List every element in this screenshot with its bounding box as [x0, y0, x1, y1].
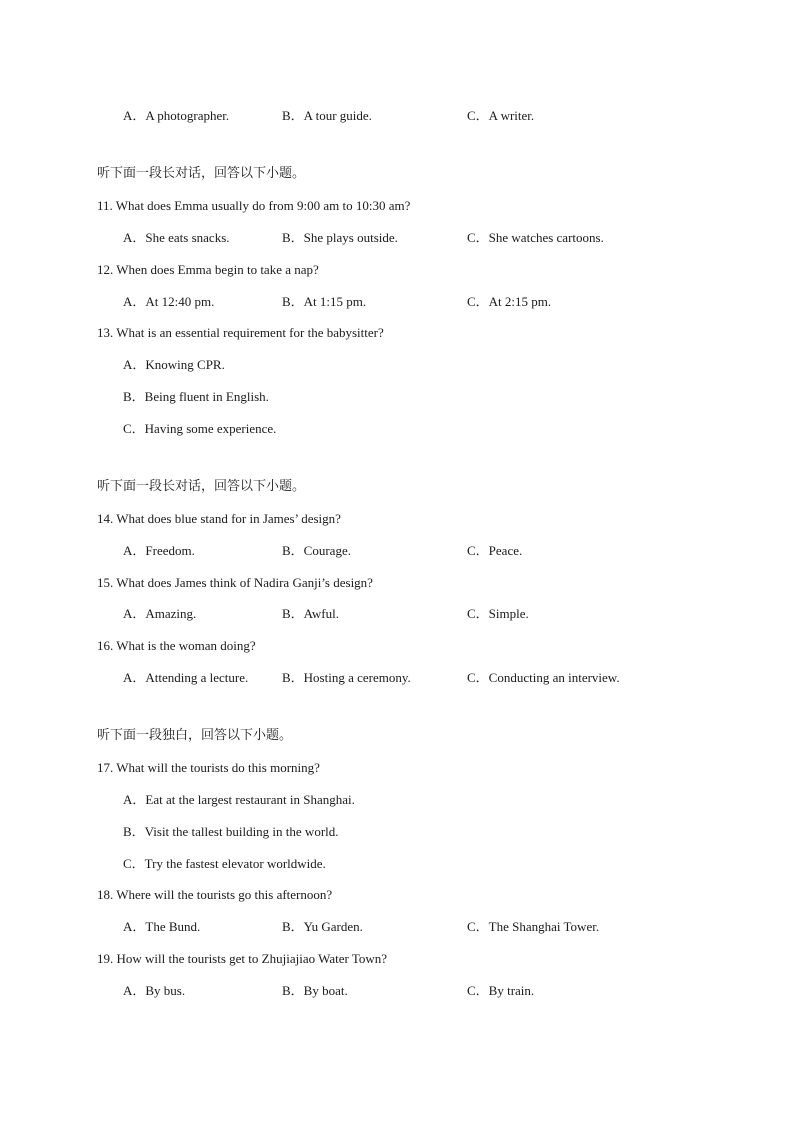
- q13-option-b: B．Being fluent in English.: [123, 389, 269, 404]
- q15-option-b: B．Awful.: [282, 606, 339, 621]
- section-title-3: 听下面一段独白，回答以下小题。: [97, 728, 293, 743]
- q10-option-a: A．A photographer.: [123, 108, 230, 123]
- q10-option-c: C．A writer.: [467, 108, 535, 123]
- question-18: 18. Where will the tourists go this afternoon?: [97, 887, 333, 902]
- q16-option-b: B．Hosting a ceremony.: [282, 670, 411, 685]
- q11-option-b: B．She plays outside.: [282, 230, 398, 245]
- q19-option-b: B．By boat.: [282, 983, 348, 998]
- q12-option-a: A．At 12:40 pm.: [123, 294, 215, 309]
- question-19: 19. How will the tourists get to Zhujiajiao Water Town?: [97, 951, 388, 966]
- q16-option-c: C．Conducting an interview.: [467, 670, 620, 685]
- q12-option-b: B．At 1:15 pm.: [282, 294, 367, 309]
- q17-option-a: A．Eat at the largest restaurant in Shanghai.: [123, 792, 355, 807]
- q17-option-c: C．Try the fastest elevator worldwide.: [123, 856, 326, 871]
- question-17: 17. What will the tourists do this morning?: [97, 760, 320, 775]
- q19-option-c: C．By train.: [467, 983, 535, 998]
- q15-option-c: C．Simple.: [467, 606, 529, 621]
- q18-option-c: C．The Shanghai Tower.: [467, 919, 600, 934]
- q13-option-a: A．Knowing CPR.: [123, 357, 225, 372]
- q13-option-c: C．Having some experience.: [123, 421, 277, 436]
- question-12: 12. When does Emma begin to take a nap?: [97, 262, 319, 277]
- q14-option-c: C．Peace.: [467, 543, 523, 558]
- question-14: 14. What does blue stand for in James’ design?: [97, 511, 341, 526]
- q16-option-a: A．Attending a lecture.: [123, 670, 249, 685]
- section-title-2: 听下面一段长对话，回答以下小题。: [97, 479, 306, 494]
- question-11: 11. What does Emma usually do from 9:00 am to 10:30 am?: [97, 198, 411, 213]
- q11-option-c: C．She watches cartoons.: [467, 230, 604, 245]
- q12-option-c: C．At 2:15 pm.: [467, 294, 552, 309]
- q11-option-a: A．She eats snacks.: [123, 230, 230, 245]
- q18-option-b: B．Yu Garden.: [282, 919, 363, 934]
- q19-option-a: A．By bus.: [123, 983, 186, 998]
- q14-option-b: B．Courage.: [282, 543, 351, 558]
- question-15: 15. What does James think of Nadira Ganji’s design?: [97, 575, 373, 590]
- q18-option-a: A．The Bund.: [123, 919, 201, 934]
- q15-option-a: A．Amazing.: [123, 606, 197, 621]
- section-title-1: 听下面一段长对话，回答以下小题。: [97, 166, 306, 181]
- question-13: 13. What is an essential requirement for the babysitter?: [97, 325, 384, 340]
- question-16: 16. What is the woman doing?: [97, 638, 256, 653]
- q14-option-a: A．Freedom.: [123, 543, 195, 558]
- q10-option-b: B．A tour guide.: [282, 108, 372, 123]
- q17-option-b: B．Visit the tallest building in the world.: [123, 824, 339, 839]
